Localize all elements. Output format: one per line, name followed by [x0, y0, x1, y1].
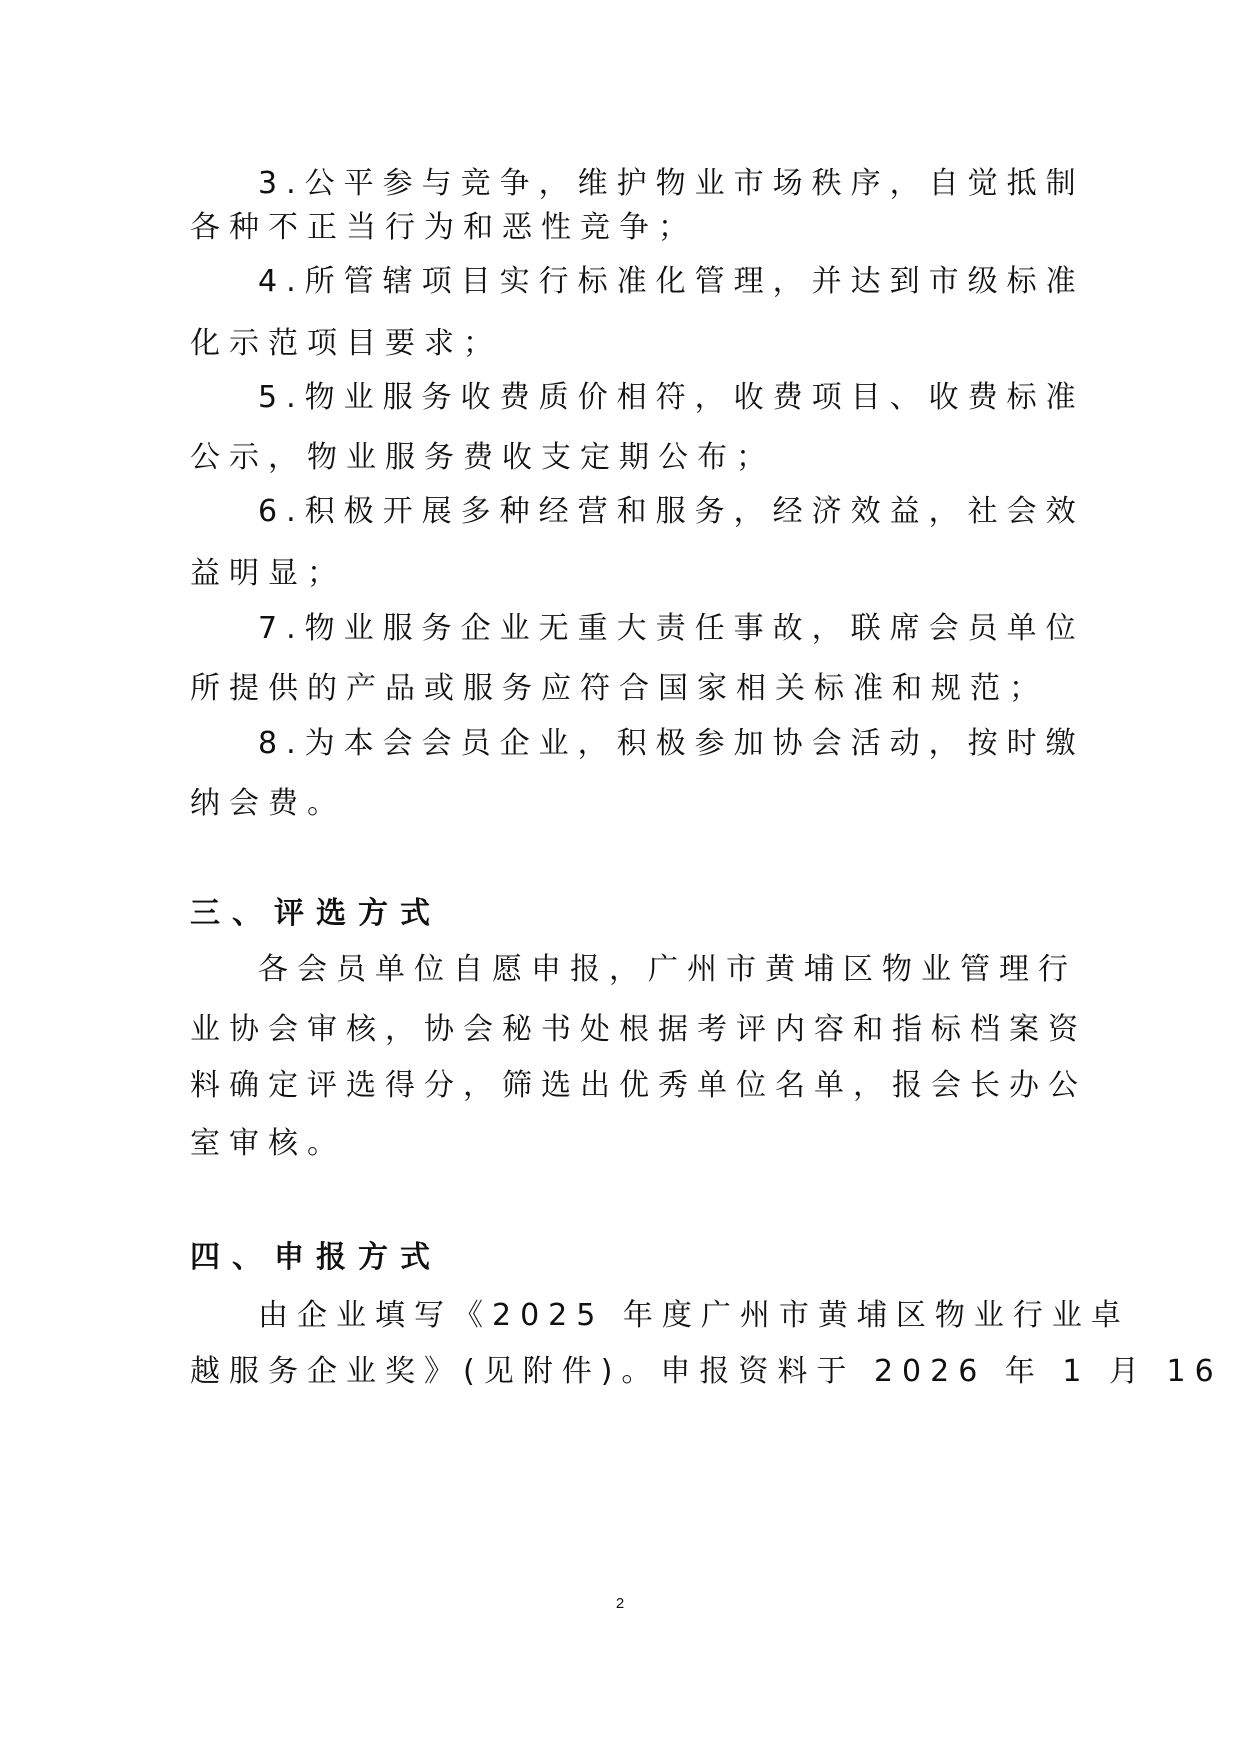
section-3-heading: 三、评选方式 — [190, 896, 442, 931]
item-7-line-1: 7.物业服务企业无重大责任事故，联席会员单位 — [258, 611, 1085, 646]
section-3-line-1: 各会员单位自愿申报，广州市黄埔区物业管理行 — [258, 952, 1077, 987]
section-3-line-3: 料确定评选得分，筛选出优秀单位名单，报会长办公 — [190, 1068, 1087, 1103]
page-number: 2 — [615, 1595, 625, 1612]
item-5-line-2: 公示，物业服务费收支定期公布； — [190, 440, 775, 475]
item-3-line-1: 3.公平参与竞争，维护物业市场秩序，自觉抵制 — [258, 166, 1085, 201]
item-8-line-1: 8.为本会会员企业，积极参加协会活动，按时缴 — [258, 726, 1085, 761]
item-3-line-2: 各种不正当行为和恶性竞争； — [190, 210, 697, 245]
section-3-line-4: 室审核。 — [190, 1126, 346, 1161]
section-3-line-2: 业协会审核，协会秘书处根据考评内容和指标档案资 — [190, 1012, 1087, 1047]
section-4-heading: 四、申报方式 — [190, 1240, 442, 1275]
item-8-line-2: 纳会费。 — [190, 786, 346, 821]
item-6-line-2: 益明显； — [190, 556, 346, 591]
section-4-line-1: 由企业填写《2025 年度广州市黄埔区物业行业卓 — [258, 1298, 1130, 1333]
item-7-line-2: 所提供的产品或服务应符合国家相关标准和规范； — [190, 671, 1048, 706]
item-6-line-1: 6.积极开展多种经营和服务，经济效益，社会效 — [258, 494, 1085, 529]
item-4-line-2: 化示范项目要求； — [190, 326, 502, 361]
item-4-line-1: 4.所管辖项目实行标准化管理，并达到市级标准 — [258, 264, 1085, 299]
section-4-line-2: 越服务企业奖》(见附件)。申报资料于 2026 年 1 月 16 — [190, 1354, 1223, 1389]
item-5-line-1: 5.物业服务收费质价相符，收费项目、收费标准 — [258, 380, 1085, 415]
